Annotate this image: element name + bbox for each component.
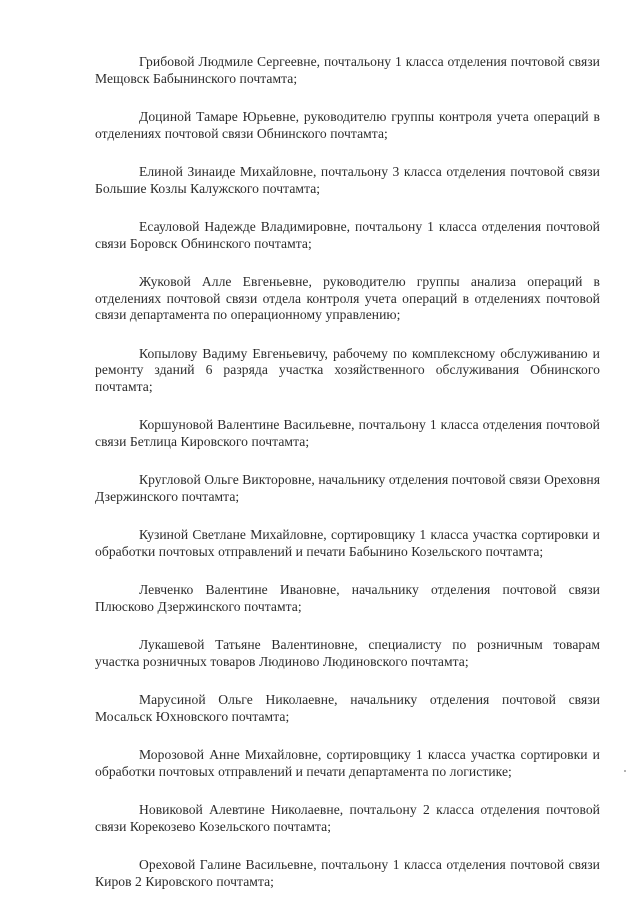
recipient-entry	[95, 857, 600, 890]
recipient-entry-text: Лукашевой Татьяне Валентиновне, специалисту по розничным товарам участка розничных товаров Людиново Людиновского почтамта;	[95, 637, 600, 669]
recipient-entry-text: Есауловой Надежде Владимировне, почтальону 1 класса отделения почтовой связи Боровск Обнинского почтамта;	[95, 219, 600, 251]
recipient-entry	[95, 54, 600, 87]
recipient-entry-text: Доциной Тамаре Юрьевне, руководителю группы контроля учета операций в отделениях почтовой связи Обнинского почтамта;	[95, 109, 600, 141]
recipient-entry	[95, 692, 600, 725]
recipient-entry-text: Коршуновой Валентине Васильевне, почтальону 1 класса отделения почтовой связи Бетлица Кировского почтамта;	[95, 417, 600, 449]
recipient-entry	[95, 472, 600, 505]
recipient-entry	[95, 417, 600, 450]
recipient-entry-text: Марусиной Ольге Николаевне, начальнику отделения почтовой связи Мосальск Юхновского почтамта;	[95, 692, 600, 724]
recipient-entry-text: Елиной Зинаиде Михайловне, почтальону 3 класса отделения почтовой связи Большие Козлы Калужского почтамта;	[95, 164, 600, 196]
recipient-entry	[95, 527, 600, 560]
recipient-entry	[95, 219, 600, 252]
recipient-entry-text: Кузиной Светлане Михайловне, сортировщику 1 класса участка сортировки и обработки почтовых отправлений и печати Бабынино Козельского почтамта;	[95, 527, 600, 559]
recipient-entry-text: Копылову Вадиму Евгеньевичу, рабочему по комплексному обслуживанию и ремонту зданий 6 разряда участка хозяйственного обслуживания Обнинского почтамта;	[95, 345, 600, 394]
recipient-entry	[95, 802, 600, 835]
recipient-entry-text: Новиковой Алевтине Николаевне, почтальону 2 класса отделения почтовой связи Корекозево Козельского почтамта;	[95, 802, 600, 834]
recipient-entry-text: Левченко Валентине Ивановне, начальнику отделения почтовой связи Плюсково Дзержинского почтамта;	[95, 582, 600, 614]
scan-speck	[624, 770, 626, 772]
recipient-entry-text: Жуковой Алле Евгеньевне, руководителю группы анализа операций в отделениях почтовой связи отдела контроля учета операций в отделениях почтовой связи департамента по операционному управлению;	[95, 274, 600, 322]
recipient-entry-text: Морозовой Анне Михайловне, сортировщику 1 класса участка сортировки и обработки почтовых отправлений и печати департамента по логистике;	[95, 747, 600, 779]
recipient-entry	[95, 164, 600, 197]
recipient-entry-text: Кругловой Ольге Викторовне, начальнику отделения почтовой связи Ореховня Дзержинского почтамта;	[95, 472, 600, 504]
recipient-entry	[95, 346, 600, 396]
recipient-entry	[95, 637, 600, 670]
recipient-entry-text: Ореховой Галине Васильевне, почтальону 1 класса отделения почтовой связи Киров 2 Кировского почтамта;	[95, 857, 600, 889]
recipient-entry	[95, 109, 600, 142]
recipient-entry-text: Грибовой Людмиле Сергеевне, почтальону 1 класса отделения почтовой связи Мещовск Бабынинского почтамта;	[95, 54, 600, 86]
recipient-entry	[95, 582, 600, 615]
award-recipients-list	[95, 54, 600, 910]
recipient-entry	[95, 747, 600, 780]
recipient-entry	[95, 274, 600, 324]
